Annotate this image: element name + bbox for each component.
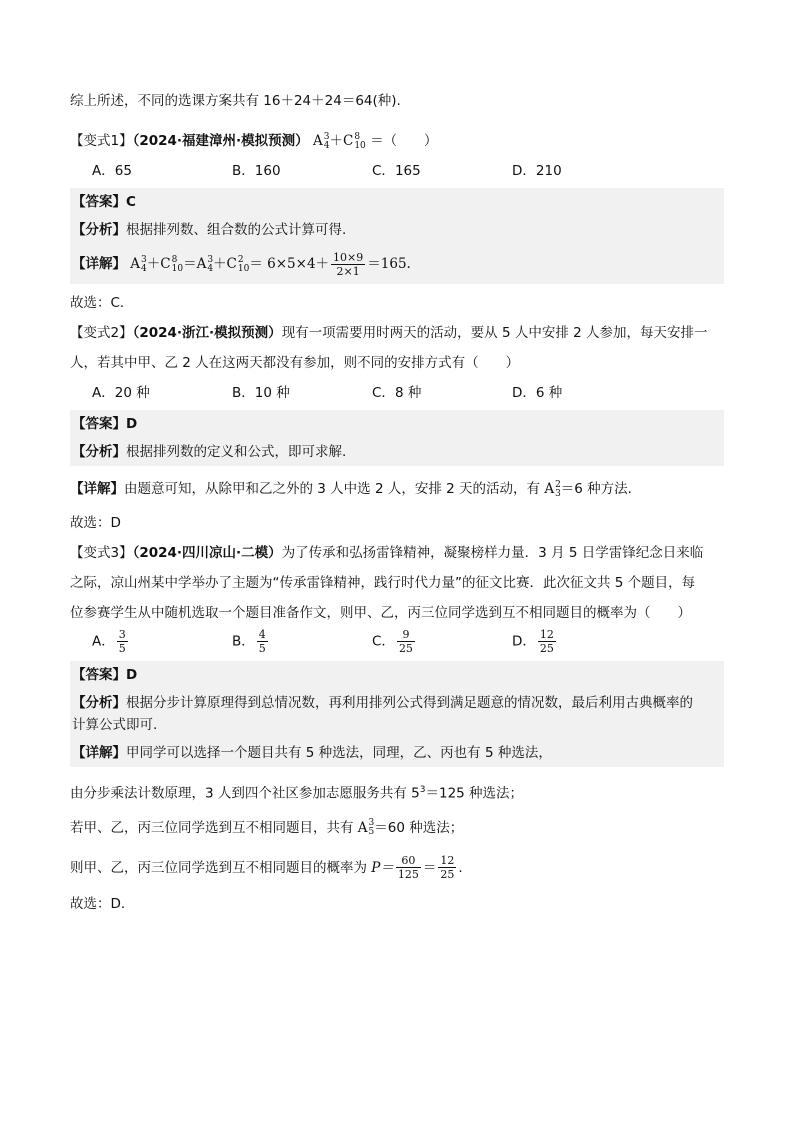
q1-stem	[70, 130, 724, 152]
q1-analysis: 【分析】根据排列数、组合数的公式计算可得.	[70, 216, 724, 244]
q1-expression: A 3 4 ＋C 8 10	[312, 131, 366, 151]
q1-conclusion: 故选：C.	[70, 295, 125, 311]
q3-detail-line2: 由分步乘法计数原理，3 人到四个社区参加志愿服务共有 $5^3=125$ 种选法；	[70, 785, 524, 802]
q1-source: （2024·福建漳州·模拟预测）	[132, 133, 309, 149]
q1-answer-value: C	[126, 194, 136, 210]
q2-analysis: 【分析】根据排列数的定义和公式，即可求解.	[70, 438, 724, 466]
q2-detail: 【详解】由题意可知，从除甲和乙之外的 3 人中选 2 人，安排 2 天的活动，有 A 2 3 ＝6 种方法.	[70, 479, 632, 499]
q3-detail-expression: A 3 5	[357, 818, 375, 837]
intro-conclusion: 综上所述，不同的选课方案共有 16＋24＋24＝64(种).	[70, 93, 401, 109]
q1-detail: 【详解】 A 3 4 ＋C 8 10 ＝A 3 4 ＋C 2 10 ＝ 6×5×4＋ $\frac{10\times 9}{2\times 1}$ ＝165.	[70, 244, 724, 284]
q2-detail-expression: A 2 3	[544, 479, 561, 499]
q2-option-a[interactable]: A．20 种	[92, 385, 150, 401]
q2-answer-value: D	[126, 416, 138, 432]
q1-option-b[interactable]: B．160	[232, 163, 281, 179]
q2-conclusion: 故选：D	[70, 515, 121, 531]
q3-option-d[interactable]: D． $\frac{12}{25}$	[512, 628, 554, 655]
q2-option-d[interactable]: D．6 种	[512, 385, 563, 401]
q3-conclusion: 故选：D.	[70, 895, 126, 912]
q3-detail-line4: 则甲、乙，丙三位同学选到互不相同题目的概率为 P＝ $\frac{60}{125}$ ＝ $\frac{12}{25}$ .	[70, 854, 463, 881]
q2-option-b[interactable]: B．10 种	[232, 385, 290, 401]
q3-answer-value: D	[126, 667, 138, 683]
q3-option-a[interactable]: A． $\frac{3}{5}$	[92, 628, 126, 655]
q3-stem-line3: 位参赛学生从中随机选取一个题目准备作文，则甲、乙，丙三位同学选到互不相同题目的概率为（ ）	[70, 605, 691, 621]
q1-tag: 【变式1】	[70, 133, 133, 149]
q2-option-c[interactable]: C．8 种	[372, 385, 422, 401]
q1-detail-fraction: $\frac{10\times 9}{2\times 1}$	[333, 250, 364, 278]
q3-probability-fraction-2: $\frac{12}{25}$	[440, 854, 455, 881]
q3-option-c[interactable]: C． $\frac{9}{25}$	[372, 628, 413, 655]
q2-answer: 【答案】D	[70, 410, 724, 438]
q2-options	[70, 382, 724, 404]
q1-option-c[interactable]: C．165	[372, 163, 421, 179]
q3-option-b[interactable]: B． $\frac{4}{5}$	[232, 628, 266, 655]
q3-answer: 【答案】D	[70, 661, 724, 689]
q3-detail-line1: 【详解】甲同学可以选择一个题目共有 5 种选法，同理，乙、丙也有 5 种选法，	[70, 739, 724, 767]
q1-option-d[interactable]: D．210	[512, 163, 562, 179]
q2-stem-line1: 【变式2】（2024·浙江·模拟预测）现有一项需要用时两天的活动，要从 5 人中安排 2 人参加，每天安排一	[70, 325, 708, 341]
q2-stem-line2: 人，若其中甲、乙 2 人在这两天都没有参加，则不同的安排方式有（ ）	[70, 355, 520, 371]
content-area	[70, 90, 724, 915]
q1-options	[70, 160, 724, 182]
q3-probability-fraction-1: $\frac{60}{125}$	[397, 854, 419, 881]
q3-options	[70, 628, 724, 655]
q1-stem-suffix: ＝（ ）	[370, 133, 438, 149]
q3-stem-line2: 之际，凉山州某中学举办了主题为“传承雷锋精神，践行时代力量”的征文比赛．此次征文共 5 个题目，每	[70, 575, 696, 591]
q3-analysis: 【分析】根据分步计算原理得到总情况数，再利用排列公式得到满足题意的情况数，最后利用古典概率的 计算公式即可.	[70, 689, 724, 739]
q3-detail-line3: 若甲、乙，丙三位同学选到互不相同题目，共有 A 3 5 ＝60 种选法；	[70, 818, 464, 837]
q1-answer: 【答案】C	[70, 188, 724, 216]
q3-stem-line1: 【变式3】（2024·四川凉山·二模）为了传承和弘扬雷锋精神，凝聚榜样力量．3 月 5 日学雷锋纪念日来临	[70, 545, 704, 561]
q1-detail-expression: A 3 4 ＋C 8 10 ＝A 3 4 ＋C 2 10	[130, 254, 250, 274]
q1-option-a[interactable]: A．65	[92, 163, 132, 179]
